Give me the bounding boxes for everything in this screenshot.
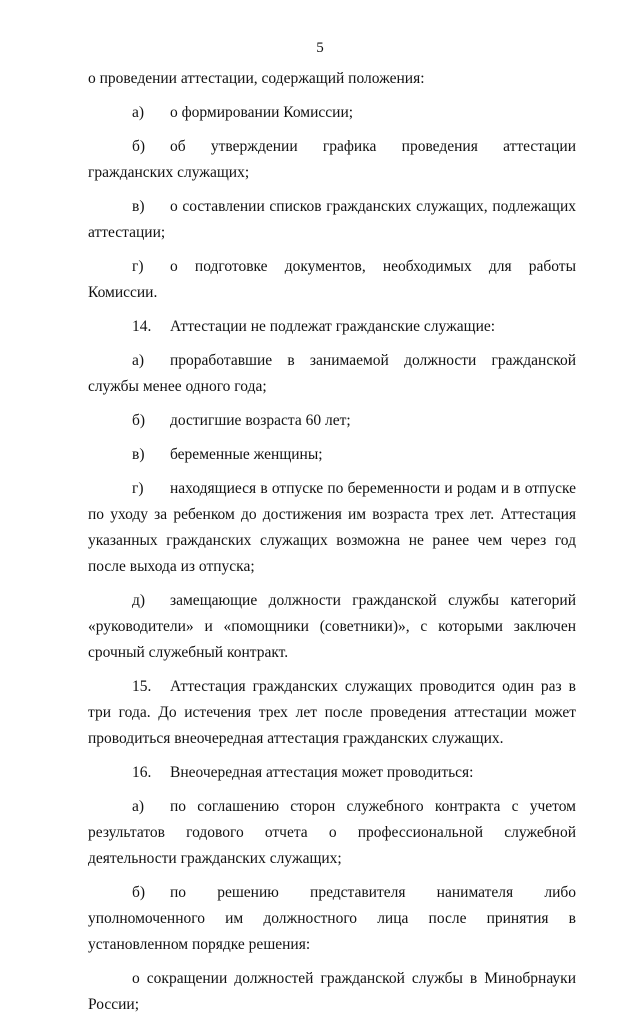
list-marker: г)	[132, 480, 144, 497]
page-number: 5	[316, 40, 324, 56]
paragraph-text: беременные женщины;	[170, 446, 323, 463]
list-marker: а)	[132, 352, 145, 369]
list-marker: в)	[132, 198, 145, 215]
list-marker: а)	[132, 104, 145, 121]
paragraph	[88, 194, 576, 246]
list-marker: а)	[132, 798, 145, 815]
paragraph-text: проработавшие в занимаемой должности гражданской службы менее одного года;	[88, 352, 576, 395]
list-marker: 16.	[132, 764, 152, 781]
paragraph-text: находящиеся в отпуске по беременности и родам и в отпуске по уходу за ребенком до достижения им возраста трех лет. Аттестация указанных гражданских служащих возможна не ранее чем через год после выхода из отпуска;	[88, 480, 576, 575]
paragraph-text: замещающие должности гражданской службы категорий «руководители» и «помощники (советники)», с которыми заключен срочный служебный контракт.	[88, 592, 576, 661]
list-marker: 15.	[132, 678, 152, 695]
paragraph	[88, 254, 576, 306]
paragraph	[88, 442, 576, 468]
paragraph-text: по решению представителя нанимателя либо уполномоченного им должностного лица после принятия в установленном порядке решения:	[88, 884, 576, 953]
paragraph-text: достигшие возраста 60 лет;	[170, 412, 351, 429]
paragraph	[88, 100, 576, 126]
list-marker: б)	[132, 138, 146, 155]
paragraph	[88, 588, 576, 666]
paragraph	[88, 966, 576, 1018]
list-marker: 14.	[132, 318, 152, 335]
list-marker: б)	[132, 884, 146, 901]
paragraph-text: о подготовке документов, необходимых для работы Комиссии.	[88, 258, 576, 301]
list-marker: д)	[132, 592, 146, 609]
paragraph	[88, 794, 576, 872]
list-marker: в)	[132, 446, 145, 463]
paragraph	[88, 66, 576, 92]
paragraph	[88, 134, 576, 186]
paragraph-text: Внеочередная аттестация может проводиться:	[170, 764, 474, 781]
paragraph	[88, 674, 576, 752]
paragraph	[88, 348, 576, 400]
paragraph-text: Аттестации не подлежат гражданские служащие:	[170, 318, 496, 335]
paragraph-text: об утверждении графика проведения аттестации гражданских служащих;	[88, 138, 576, 181]
paragraph	[88, 880, 576, 958]
document-body	[88, 66, 576, 1026]
paragraph-text: Аттестация гражданских служащих проводится один раз в три года. До истечения трех лет после проведения аттестации может проводиться внеочередная аттестация гражданских служащих.	[88, 678, 576, 747]
paragraph	[88, 760, 576, 786]
paragraph-text: о составлении списков гражданских служащих, подлежащих аттестации;	[88, 198, 576, 241]
list-marker: б)	[132, 412, 146, 429]
paragraph-text: о формировании Комиссии;	[170, 104, 354, 121]
paragraph-text: о сокращении должностей гражданской службы в Минобрнауки России;	[88, 970, 576, 1013]
paragraph-text: по соглашению сторон служебного контракта с учетом результатов годового отчета о профессиональной служебной деятельности гражданских служащих;	[88, 798, 576, 867]
paragraph	[88, 408, 576, 434]
paragraph	[88, 314, 576, 340]
list-marker: г)	[132, 258, 144, 275]
paragraph-text: о проведении аттестации, содержащий положения:	[88, 70, 425, 87]
paragraph	[88, 476, 576, 580]
